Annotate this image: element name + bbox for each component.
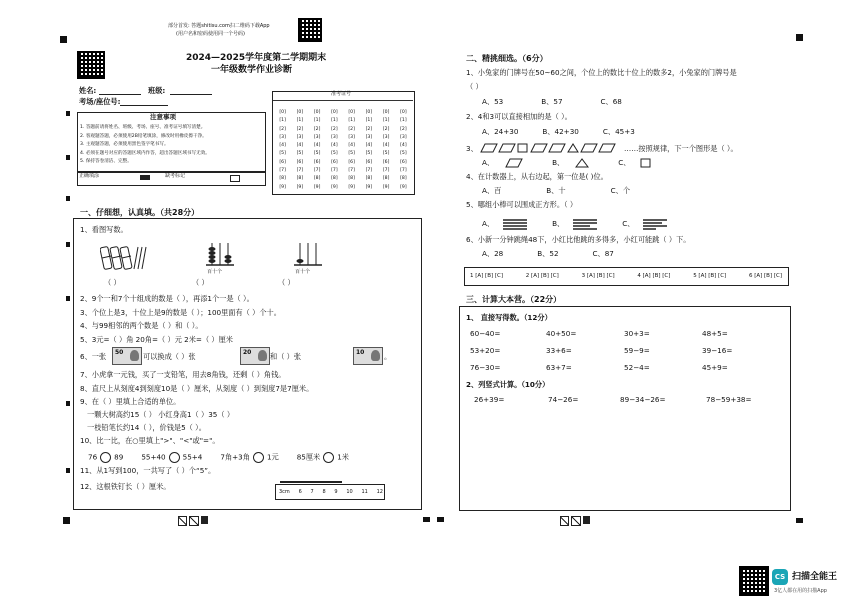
digit-cell[interactable]: [6] <box>382 159 390 165</box>
calc-item: 48+5= <box>702 329 728 338</box>
ruler-tick: 11 <box>361 489 368 495</box>
q3-text: 3、个位上是3，十位上是9的数是（ ）；100里面有（ ）个十。 <box>80 308 281 317</box>
portrait-icon <box>258 350 267 361</box>
digit-cell[interactable]: [3] <box>296 134 304 140</box>
calc-item: 40+50= <box>546 329 577 338</box>
digit-cell[interactable]: [7] <box>313 168 321 174</box>
option-a[interactable]: A、24+30 <box>482 127 519 136</box>
s2-q3-options <box>482 158 652 168</box>
digit-cell[interactable]: [4] <box>296 143 304 149</box>
digit-cell[interactable]: [5] <box>313 151 321 157</box>
digit-cell[interactable]: [6] <box>279 159 286 165</box>
digit-cell[interactable]: [1] <box>400 118 407 124</box>
q1-blank-2[interactable]: （ ） <box>192 278 209 287</box>
ruler-tick: 9 <box>334 489 338 495</box>
calc-item: 63+7= <box>546 363 572 372</box>
notice-item: 4. 必须在题号对应的答题区域内作答，超出答题区域书写无效。 <box>80 150 210 156</box>
s2-q3-tail: ……按照规律，下一个图形是（ ）。 <box>624 144 738 153</box>
digit-cell[interactable]: [3] <box>348 134 355 140</box>
ruler-tick: 6 <box>298 489 302 495</box>
digit-cell[interactable]: [9] <box>313 184 321 190</box>
registration-mark-bottom-right <box>796 518 803 523</box>
notice-item: 2. 客观题答题，必须使用2B铅笔填涂，修改时用橡皮擦干净。 <box>80 133 207 139</box>
digit-cell[interactable]: [8] <box>296 176 304 182</box>
sticks-group-a-icon <box>502 218 528 230</box>
fill-sample-mark <box>140 175 150 180</box>
name-field-label: 姓名: <box>79 86 97 95</box>
banknote-50 <box>112 347 142 365</box>
qr-code-top <box>298 18 322 42</box>
digit-cell[interactable]: [1] <box>348 118 355 124</box>
digit-cell[interactable]: [1] <box>313 118 321 124</box>
calc-item: 60−40= <box>470 329 501 338</box>
exam-seat-line[interactable] <box>120 105 168 106</box>
q10-text: 10、比一比，在○里填上">"、"<"或"="。 <box>80 436 220 445</box>
option-b[interactable]: B、 <box>552 218 565 228</box>
compare-circle[interactable] <box>169 452 180 463</box>
digit-cell[interactable]: [3] <box>331 134 338 140</box>
registration-mark-bottom-middle-left <box>423 517 430 522</box>
ruler-tick: 10 <box>346 489 353 495</box>
digit-cell[interactable]: [2] <box>313 126 321 132</box>
compare-item <box>88 452 123 463</box>
exam-id-column[interactable] <box>343 109 360 193</box>
q9b-text: 一枝铅笔长约14（ ），价钱是5（ ）。 <box>87 423 206 432</box>
registration-mark-left-7 <box>66 468 70 473</box>
sticks-group-b-icon <box>572 218 598 230</box>
option-a[interactable]: A、53 <box>482 97 504 106</box>
digit-cell[interactable]: [4] <box>365 143 373 149</box>
exam-id-column[interactable] <box>378 109 395 193</box>
page-marker-left <box>178 516 208 524</box>
s2-q6-text: 6、小新一分钟跳绳48下，小红比他跳的多得多，小红可能跳（ ）下。 <box>466 235 691 244</box>
digit-cell[interactable]: [8] <box>348 176 355 182</box>
option-b[interactable]: B、57 <box>541 97 563 106</box>
banknote-20-value: 20 <box>243 349 252 356</box>
digit-cell[interactable]: [2] <box>279 126 286 132</box>
exam-id-header <box>273 92 413 101</box>
digit-cell[interactable]: [6] <box>331 159 338 165</box>
q11-text: 11、从1写到100，一共写了（ ）个“5”。 <box>80 466 216 475</box>
notice-list <box>80 124 210 167</box>
digit-cell[interactable]: [7] <box>348 168 355 174</box>
digit-cell[interactable]: [6] <box>296 159 304 165</box>
digit-cell[interactable]: [8] <box>279 176 286 182</box>
digit-cell[interactable]: [7] <box>296 168 304 174</box>
registration-mark-left-1 <box>66 111 70 116</box>
q1-blank-1[interactable]: （ ） <box>104 278 121 287</box>
option-a[interactable]: A、 <box>482 157 495 167</box>
triangle-icon <box>574 158 590 168</box>
exam-id-column[interactable] <box>360 109 377 193</box>
exam-seat-label: 考场/座位号: <box>79 97 121 106</box>
answer-bubble-group[interactable]: 5 [A] [B] [C] <box>693 273 727 279</box>
digit-cell[interactable]: [9] <box>348 184 355 190</box>
calc-item: 45+9= <box>702 363 728 372</box>
s2-q1-blank[interactable]: （ ） <box>466 82 483 91</box>
s2-q5-options <box>482 218 668 230</box>
calc-item: 39−16= <box>702 346 733 355</box>
registration-mark-left-4 <box>66 242 70 247</box>
answer-bubble-group[interactable]: 6 [A] [B] [C] <box>748 273 782 279</box>
digit-cell[interactable]: [8] <box>331 176 338 182</box>
q6-text-c: 和（ ）张 <box>270 352 302 361</box>
digit-cell[interactable]: [7] <box>365 168 373 174</box>
vertical-calc-item: 26+39= <box>474 395 505 404</box>
digit-cell[interactable]: [4] <box>348 143 355 149</box>
digit-cell[interactable]: [2] <box>296 126 304 132</box>
digit-cell[interactable]: [2] <box>331 126 338 132</box>
notice-item: 3. 主观题答题，必须使用黑色签字笔书写。 <box>80 142 169 148</box>
scanner-app-name: 扫描全能王 <box>792 572 838 582</box>
digit-cell[interactable]: [9] <box>400 184 407 190</box>
calc-item: 30+3= <box>624 329 650 338</box>
q9a-text: 一颗大树高约15（ ） 小红身高1（ ）35（ ） <box>87 410 235 419</box>
vertical-calc-row <box>474 396 752 404</box>
square-icon <box>640 158 652 168</box>
scanner-app-tagline: 3亿人都在用的扫描App <box>774 588 827 594</box>
option-b[interactable]: B、52 <box>537 249 559 258</box>
cs-logo-icon <box>772 569 788 585</box>
registration-mark-bottom-left <box>63 517 70 524</box>
sticks-group-c-icon <box>642 218 668 230</box>
stick-bundles-image <box>100 243 160 271</box>
exam-id-label: 准考证号 <box>331 91 352 97</box>
vertical-calc-item: 89−34−26= <box>620 395 666 404</box>
section2-title: 二、精挑细选。（6分） <box>466 54 548 63</box>
digit-cell[interactable]: [0] <box>331 110 338 115</box>
s2-q4-text: 4、在计数器上，从右边起，第一位是( )位。 <box>466 172 608 181</box>
digit-cell[interactable]: [5] <box>400 151 407 157</box>
digit-cell[interactable]: [6] <box>313 159 321 165</box>
digit-cell[interactable]: [4] <box>382 143 390 149</box>
registration-mark-left-5 <box>66 296 70 301</box>
digit-cell[interactable]: [5] <box>365 151 373 157</box>
digit-cell[interactable]: [2] <box>382 126 390 132</box>
q5-text: 5、3元=（ ）角 20角=（ ）元 2米=（ ）厘米 <box>80 335 233 344</box>
compare-left: 85厘米 <box>296 452 321 462</box>
q7-text: 7、小虎拿一元钱，买了一支铅笔，用去8角钱，还剩（ ）角钱。 <box>80 370 286 379</box>
vertical-calc-item: 78−59+38= <box>706 395 752 404</box>
digit-cell[interactable]: [0] <box>382 110 390 115</box>
option-c[interactable]: C、个 <box>610 186 631 195</box>
compare-right: 89 <box>114 452 124 462</box>
option-c[interactable]: C、68 <box>600 97 622 106</box>
shape-sequence-image <box>478 142 618 154</box>
digit-cell[interactable]: [3] <box>400 134 407 140</box>
digit-cell[interactable]: [0] <box>296 110 304 115</box>
ruler-tick: 3cm <box>279 489 290 495</box>
registration-mark-left-6 <box>66 401 70 406</box>
portrait-icon <box>130 350 139 361</box>
s2-q4-options <box>482 187 630 195</box>
digit-cell[interactable]: [5] <box>279 151 286 157</box>
answer-bubble-group[interactable]: 3 [A] [B] [C] <box>581 273 615 279</box>
option-c[interactable]: C、 <box>622 218 635 228</box>
q6-text-a: 6、一张 <box>80 352 107 361</box>
notice-item: 1. 答题前请将姓名、班级、考场、座号、准考证号填写清楚。 <box>80 125 206 130</box>
calc-row <box>470 364 770 381</box>
digit-cell[interactable]: [6] <box>365 159 373 165</box>
exam-id-column[interactable] <box>309 109 326 193</box>
s2-q2-text: 2、4和3可以直接相加的是（ ）。 <box>466 112 572 121</box>
digit-cell[interactable]: [5] <box>348 151 355 157</box>
registration-mark-bottom-middle-right <box>437 517 444 522</box>
digit-cell[interactable]: [9] <box>382 184 390 190</box>
s2-q2-options <box>482 128 635 136</box>
digit-cell[interactable]: [9] <box>365 184 373 190</box>
digit-cell[interactable]: [0] <box>400 110 407 115</box>
qr-code-left <box>77 51 105 79</box>
s3-sub2: 2、列竖式计算。（10分） <box>466 380 550 389</box>
digit-cell[interactable]: [9] <box>296 184 304 190</box>
ruler-tick: 12 <box>376 489 383 495</box>
ruler-tick: 7 <box>310 489 314 495</box>
page-subtitle: 一年级数学作业诊断 <box>211 65 293 75</box>
s2-q5-text: 5、哪组小棒可以围成正方形。（ ） <box>466 200 578 209</box>
digit-cell[interactable]: [3] <box>313 134 321 140</box>
digit-cell[interactable]: [4] <box>400 143 407 149</box>
q8-text: 8、直尺上从刻度4到刻度10是（ ）厘米，从刻度（ ）到刻度7是7厘米。 <box>80 384 314 393</box>
option-a[interactable]: A、百 <box>482 186 502 195</box>
class-field-line[interactable] <box>170 94 212 95</box>
portrait-icon <box>371 350 380 361</box>
compare-item <box>220 452 278 463</box>
header-note-line2: (用户名和密码使用同一个号码) <box>176 31 245 37</box>
digit-cell[interactable]: [7] <box>400 168 407 174</box>
s2-q3-label: 3、 <box>466 144 478 153</box>
digit-cell[interactable]: [8] <box>365 176 373 182</box>
banknote-10-value: 10 <box>356 349 365 356</box>
compare-left: 7角+3角 <box>220 452 250 462</box>
abacus-label-2: 百十个 <box>295 269 311 275</box>
q6-text-d: 。 <box>384 352 392 361</box>
ruler-image <box>275 484 385 500</box>
option-b[interactable]: B、十 <box>546 186 566 195</box>
digit-cell[interactable]: [5] <box>296 151 304 157</box>
q1-text: 1、看图写数。 <box>80 225 128 234</box>
nail-icon <box>280 481 342 483</box>
banknote-10 <box>353 347 383 365</box>
qr-code-footer <box>739 566 769 596</box>
page-title: 2024—2025学年度第二学期期末 <box>186 53 327 63</box>
digit-cell[interactable]: [6] <box>348 159 355 165</box>
answer-bubble-group[interactable]: 1 [A] [B] [C] <box>470 273 503 279</box>
option-b[interactable]: B、 <box>552 157 565 167</box>
digit-cell[interactable]: [4] <box>331 143 338 149</box>
absent-mark-box[interactable] <box>230 175 240 182</box>
digit-cell[interactable]: [1] <box>279 118 286 124</box>
abacus-image-1 <box>204 241 236 269</box>
section3-title: 三、计算大本营。（22分） <box>466 295 562 304</box>
ruler-ticks <box>279 489 383 495</box>
calc-item: 33+6= <box>546 346 572 355</box>
digit-cell[interactable]: [7] <box>331 168 338 174</box>
answer-bubble-row <box>470 273 782 279</box>
calc-item: 59−9= <box>624 346 650 355</box>
digit-cell[interactable]: [8] <box>382 176 390 182</box>
compare-row <box>88 452 349 463</box>
page-marker-right <box>560 516 590 524</box>
digit-cell[interactable]: [0] <box>348 110 355 115</box>
registration-mark-left-3 <box>66 196 70 201</box>
calc-item: 53+20= <box>470 346 501 355</box>
section1-title: 一、仔细想，认真填。（共28分） <box>80 208 200 217</box>
answer-bubble-group[interactable]: 2 [A] [B] [C] <box>525 273 559 279</box>
digit-cell[interactable]: [1] <box>365 118 373 124</box>
calc-row <box>470 330 770 347</box>
abacus-image-2 <box>292 241 324 269</box>
exam-id-column[interactable] <box>395 109 412 193</box>
compare-circle[interactable] <box>253 452 264 463</box>
digit-cell[interactable]: [2] <box>365 126 373 132</box>
parallelogram-icon <box>504 158 524 168</box>
banknote-20 <box>240 347 270 365</box>
digit-cell[interactable]: [5] <box>382 151 390 157</box>
s2-q1-options <box>482 98 622 106</box>
registration-mark-left-2 <box>66 155 70 160</box>
digit-cell[interactable]: [9] <box>331 184 338 190</box>
digit-cell[interactable]: [3] <box>365 134 373 140</box>
cs-logo-text: CS <box>774 573 786 581</box>
digit-cell[interactable]: [6] <box>400 159 407 165</box>
digit-cell[interactable]: [2] <box>400 126 407 132</box>
s2-q1-text: 1、小兔家的门牌号在50~60之间，个位上的数比十位上的数多2，小兔家的门牌号是 <box>466 68 737 77</box>
compare-right: 55+4 <box>182 452 203 462</box>
s3-sub1: 1、 直接写得数。（12分） <box>466 313 552 322</box>
q4-text: 4、与99相邻的两个数是（ ）和（ ）。 <box>80 321 203 330</box>
exam-id-column[interactable] <box>326 109 343 193</box>
fill-sample-label: 正确填涂 <box>79 173 100 179</box>
q1-blank-3[interactable]: （ ） <box>278 278 295 287</box>
digit-cell[interactable]: [0] <box>313 110 321 115</box>
digit-cell[interactable]: [1] <box>382 118 390 124</box>
option-a[interactable]: A、28 <box>482 249 504 258</box>
digit-cell[interactable]: [0] <box>279 110 286 115</box>
compare-left: 55+40 <box>141 452 166 462</box>
calc-grid <box>470 330 770 381</box>
calc-item: 52−4= <box>624 363 650 372</box>
q2-text: 2、9个一和7个十组成的数是（ ），再添1个一是（ ）。 <box>80 294 254 303</box>
vertical-calc-item: 74−26= <box>548 395 579 404</box>
name-field-line[interactable] <box>99 94 141 95</box>
abacus-label-1: 百十个 <box>207 269 223 275</box>
option-a[interactable]: A、 <box>482 218 495 228</box>
digit-cell[interactable]: [4] <box>279 143 286 149</box>
compare-right: 1元 <box>266 452 279 462</box>
option-c[interactable]: C、45+3 <box>602 127 635 136</box>
exam-id-columns[interactable] <box>274 109 412 193</box>
q9-text: 9、在（ ）里填上合适的单位。 <box>80 397 181 406</box>
header-note-line1: 部分首发: 答题shitisu.com扫二维码下载App <box>168 23 270 29</box>
absent-mark-label: 缺考标记 <box>165 173 186 179</box>
digit-cell[interactable]: [5] <box>331 151 338 157</box>
exam-id-column[interactable] <box>274 109 291 193</box>
digit-cell[interactable]: [9] <box>279 184 286 190</box>
compare-circle[interactable] <box>100 452 111 463</box>
option-c[interactable]: C、87 <box>592 249 614 258</box>
compare-right: 1米 <box>337 452 349 462</box>
registration-mark-top-left <box>60 36 67 43</box>
answer-bubble-group[interactable]: 4 [A] [B] [C] <box>637 273 671 279</box>
digit-cell[interactable]: [8] <box>400 176 407 182</box>
compare-item <box>141 452 202 463</box>
calc-row <box>470 347 770 364</box>
digit-cell[interactable]: [3] <box>279 134 286 140</box>
exam-id-column[interactable] <box>291 109 308 193</box>
q6-text-b: 可以换成（ ）张 <box>143 352 196 361</box>
banknote-50-value: 50 <box>115 349 124 356</box>
calc-item: 76−30= <box>470 363 501 372</box>
notice-title: 注意事项 <box>150 113 176 121</box>
option-b[interactable]: B、42+30 <box>542 127 579 136</box>
digit-cell[interactable]: [7] <box>382 168 390 174</box>
notice-item: 5. 保持答卷清洁、完整。 <box>80 159 132 165</box>
option-c[interactable]: C、 <box>618 157 631 167</box>
digit-cell[interactable]: [7] <box>279 168 286 174</box>
compare-left: 76 <box>88 452 98 462</box>
digit-cell[interactable]: [1] <box>331 118 338 124</box>
compare-item <box>297 452 349 463</box>
registration-mark-top-right <box>796 34 803 41</box>
digit-cell[interactable]: [8] <box>313 176 321 182</box>
digit-cell[interactable]: [2] <box>348 126 355 132</box>
digit-cell[interactable]: [1] <box>296 118 304 124</box>
digit-cell[interactable]: [3] <box>382 134 390 140</box>
compare-circle[interactable] <box>323 452 334 463</box>
q12-text: 12、这根铁钉长（ ）厘米。 <box>80 482 171 491</box>
class-field-label: 班级: <box>148 86 166 95</box>
ruler-tick: 8 <box>322 489 326 495</box>
digit-cell[interactable]: [0] <box>365 110 373 115</box>
s2-q6-options <box>482 250 614 258</box>
digit-cell[interactable]: [4] <box>313 143 321 149</box>
